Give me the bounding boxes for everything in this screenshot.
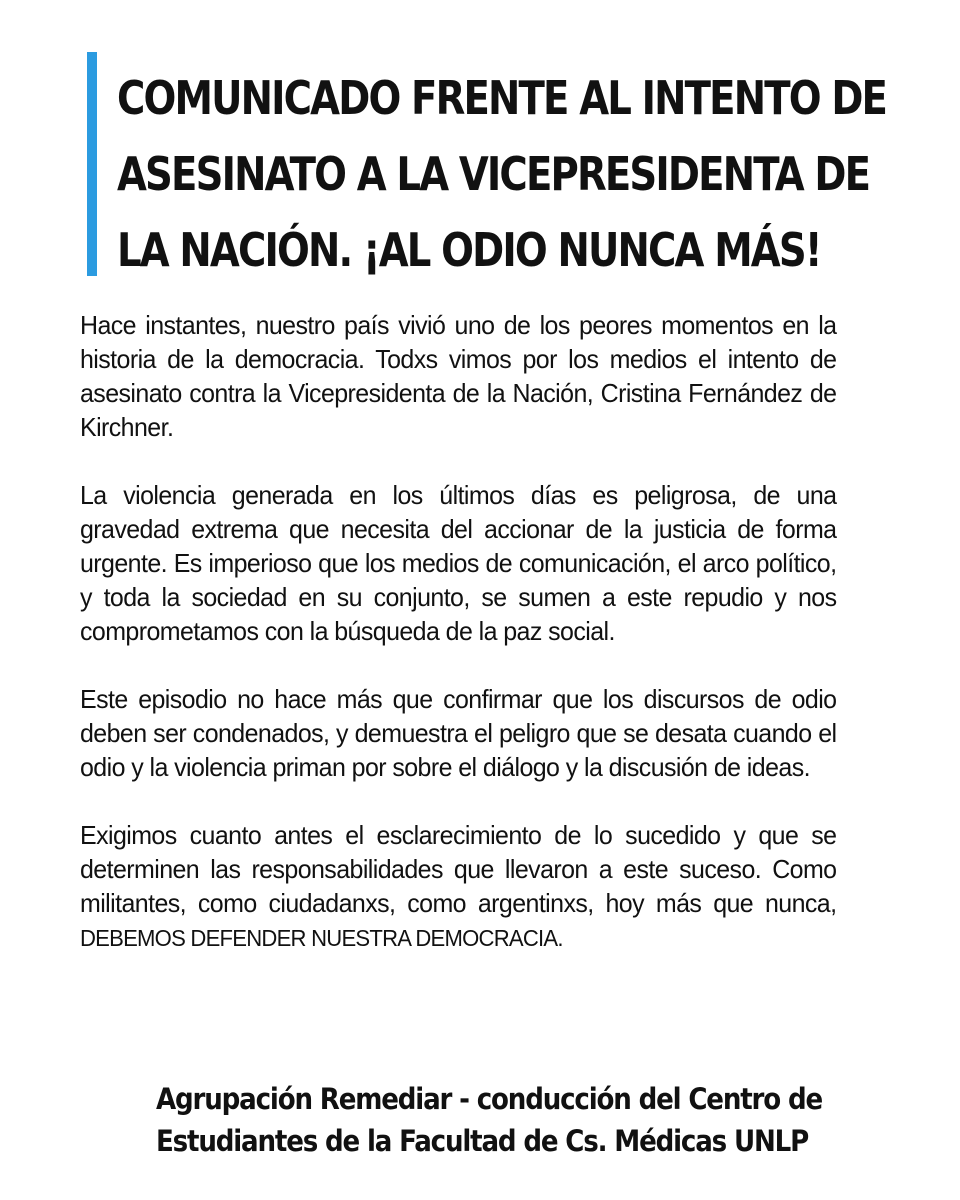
headline-line-1: COMUNICADO FRENTE AL INTENTO DE bbox=[117, 71, 887, 125]
paragraph-4 bbox=[80, 818, 836, 955]
headline-title bbox=[117, 60, 887, 288]
headline-line-3: LA NACIÓN. ¡AL ODIO NUNCA MÁS! bbox=[117, 223, 821, 277]
accent-bar bbox=[87, 52, 97, 276]
statement-body bbox=[80, 308, 836, 955]
signature bbox=[156, 1078, 822, 1162]
headline-line-2: ASESINATO A LA VICEPRESIDENTA DE bbox=[117, 147, 870, 201]
paragraph-2: La violencia generada en los últimos días es peligrosa, de una gravedad extrema que necesita del accionar de la justicia de forma urgente. Es imperioso que los medios de comunicación, el arco político, y toda la sociedad en su conjunto, se sumen a este repudio y nos comprometamos con la búsqueda de la paz social. bbox=[80, 480, 837, 646]
paragraph-4-text: Exigimos cuanto antes el esclarecimiento de lo sucedido y que se determinen las responsabilidades que llevaron a este suceso. Como militantes, como ciudadanxs, como argentinxs, hoy más que nunca, bbox=[80, 820, 837, 918]
paragraph-1: Hace instantes, nuestro país vivió uno de los peores momentos en la historia de la democracia. Todxs vimos por los medios el intento de asesinato contra la Vicepresidenta de la Nación, Cristina Fernández de Kirchner. bbox=[80, 310, 837, 442]
signature-line-2: Estudiantes de la Facultad de Cs. Médicas UNLP bbox=[156, 1124, 809, 1158]
paragraph-3: Este episodio no hace más que confirmar que los discursos de odio deben ser condenados, y demuestra el peligro que se desata cuando el odio y la violencia priman por sobre el diálogo y la discusión de ideas. bbox=[80, 684, 837, 782]
signature-line-1: Agrupación Remediar - conducción del Centro de bbox=[156, 1082, 822, 1116]
headline-block bbox=[87, 52, 887, 276]
paragraph-4-caps: DEBEMOS DEFENDER NUESTRA DEMOCRACIA. bbox=[80, 925, 563, 951]
